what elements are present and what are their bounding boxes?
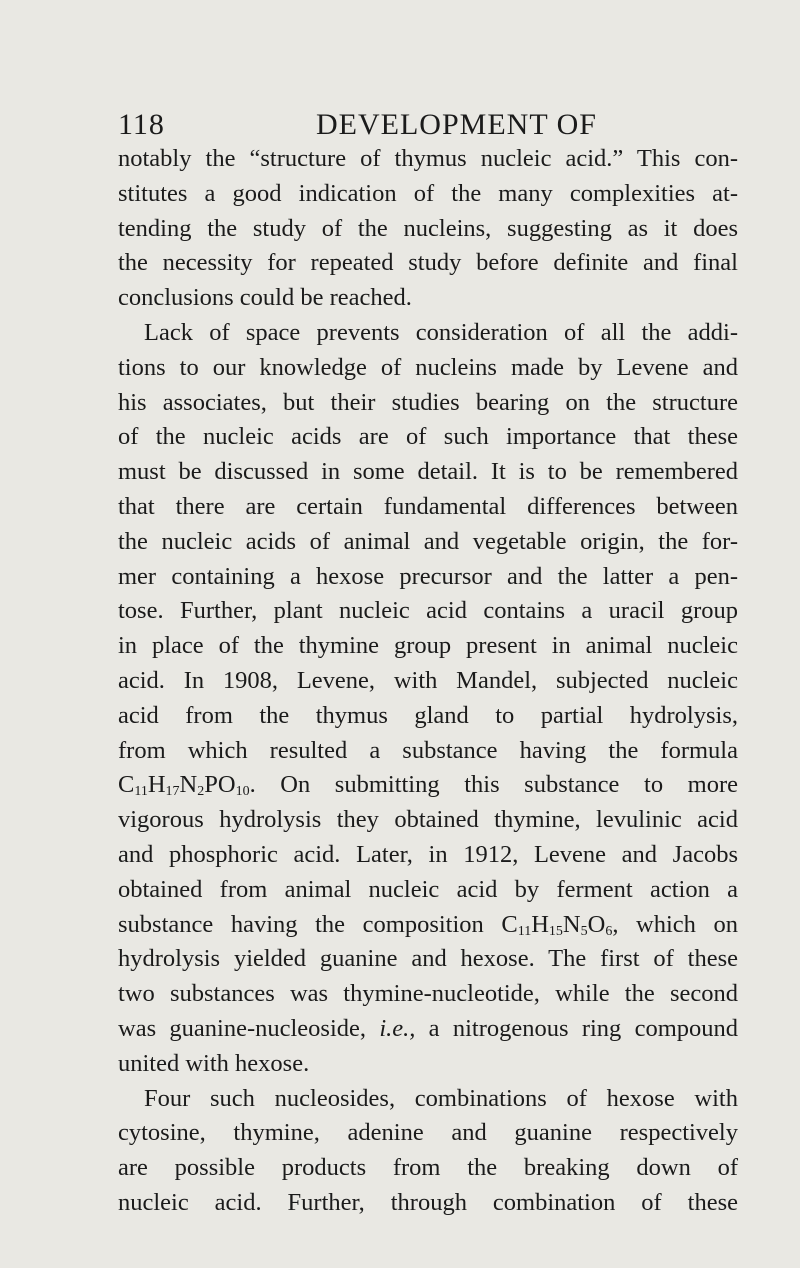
text-line: Lack of space prevents consideration of all the addi- [144,318,738,346]
text-line: his associates, but their studies bearing on the structure [118,388,738,416]
text-line: from which resulted a substance having the formula [118,736,738,764]
text-line: the nucleic acids of animal and vegetable origin, the for- [118,527,738,555]
text-line: hydrolysis yielded guanine and hexose. The first of these [118,945,738,973]
text-line: Four such nucleosides, combinations of hexose with [144,1084,738,1112]
text-line: the necessity for repeated study before definite and final [118,249,738,277]
text-line: two substances was thymine-nucleotide, while the second [118,980,738,1008]
text-line: tions to our knowledge of nucleins made by Levene and [118,353,738,381]
text-line: cytosine, thymine, adenine and guanine respectively [118,1119,738,1147]
formula: $C_{11}H_{17}N_2PO_{10}$ [118,771,250,800]
text-line: obtained from animal nucleic acid by ferment action a [118,875,738,903]
body-text [118,142,738,1221]
text-line: nucleic acid. Further, through combination of these [118,1188,738,1216]
text-line: and phosphoric acid. Later, in 1912, Levene and Jacobs [118,840,738,868]
text-line: are possible products from the breaking down of [118,1154,738,1182]
text-line: must be discussed in some detail. It is to be remembered [118,458,738,486]
text-line: united with hexose. [118,1049,310,1077]
text-line: that there are certain fundamental differences between [118,492,738,520]
text-line: in place of the thymine group present in animal nucleic [118,632,738,660]
formula: $C_{11}H_{15}N_5O_6$ [501,910,613,939]
page-number: 118 [118,108,165,141]
running-head: DEVELOPMENT OF [316,108,597,141]
text-line: stitutes a good indication of the many complexities at- [118,179,738,207]
text-line: tose. Further, plant nucleic acid contains a uracil group [118,597,738,625]
text-line: vigorous hydrolysis they obtained thymine, levulinic acid [118,806,738,834]
text-line: notably the “structure of thymus nucleic acid.” This con- [118,145,738,172]
text-line: mer containing a hexose precursor and the latter a pen- [118,562,738,590]
text-line-formula: substance having the composition $C_{11}H_{15}N_5O_6$, which on [118,910,738,939]
text-line: conclusions could be reached. [118,284,412,312]
text-line: tending the study of the nucleins, suggesting as it does [118,214,738,242]
text-line: of the nucleic acids are of such importance that these [118,423,738,451]
text-line-formula: $C_{11}H_{17}N_2PO_{10}$. On submitting this substance to more [118,771,738,800]
text-line-italic: was guanine-nucleoside, i.e., a nitrogenous ring compound [118,1014,739,1042]
italic-abbreviation: i.e., [379,1014,416,1042]
text-line: acid from the thymus gland to partial hydrolysis, [118,701,738,729]
text-line: acid. In 1908, Levene, with Mandel, subjected nucleic [118,666,738,694]
